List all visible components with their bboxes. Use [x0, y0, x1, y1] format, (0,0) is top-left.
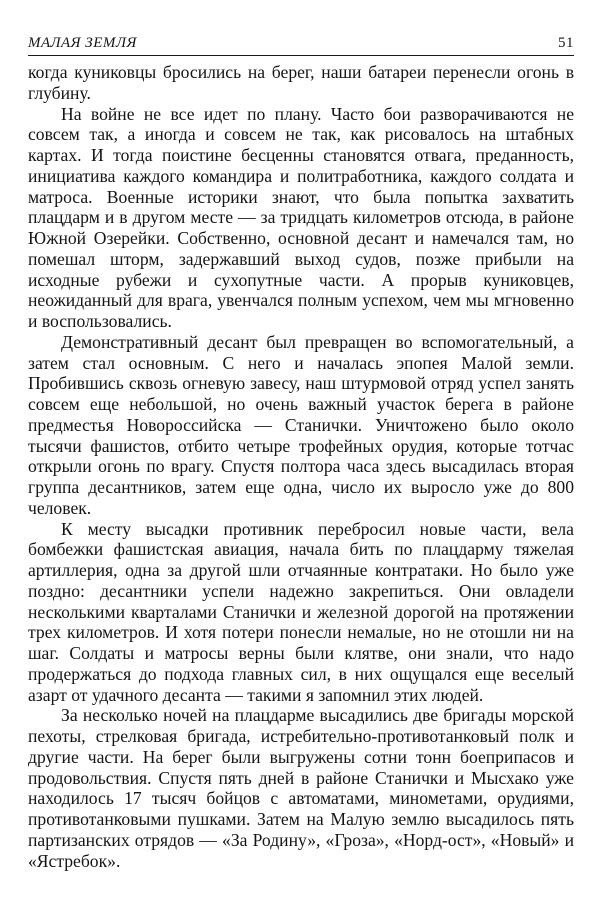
- paragraph-2: На войне не все идет по плану. Часто бои разворачиваются не совсем так, а иногда и совсем не так, как рисовалось на штабных картах. И тогда поистине бесценны становятся отвага, преданность, инициатива каждого командира и политработника, каждого солдата и матроса. Военные историки знают, что была попытка захватить плацдарм и в другом месте — за тридцать километров отсюда, в районе Южной Озерейки. Собственно, основной десант и намечался там, но помешал шторм, задержавший выход судов, позже прибыли на исходные рубежи и сухопутные части. А прорыв куниковцев, неожиданный для врага, увенчался полным успехом, чем мы мгновенно и воспользовались.: [28, 103, 574, 331]
- running-title: МАЛАЯ ЗЕМЛЯ: [28, 35, 137, 51]
- body-text: [28, 62, 574, 871]
- paragraph-3: Демонстративный десант был превращен во вспомогательный, а затем стал основным. С него и началась эпопея Малой земли. Пробившись сквозь огневую завесу, наш штурмовой отряд успел занять совсем еще небольшой, но очень важный участок берега в районе предместья Новороссийска — Станички. Уничтожено было около тысячи фашистов, отбито четыре трофейных орудия, которые тотчас открыли огонь по врагу. Спустя полтора часа здесь высадилась вторая группа десантников, затем еще одна, число их выросло уже до 800 человек.: [28, 331, 574, 518]
- page-number: 51: [558, 35, 574, 51]
- book-page: [28, 30, 574, 871]
- running-head: [28, 30, 574, 52]
- paragraph-1: когда куниковцы бросились на берег, наши батареи перенесли огонь в глубину.: [28, 62, 574, 103]
- header-rule: [28, 55, 574, 56]
- paragraph-4: К месту высадки противник перебросил новые части, вела бомбежки фашистская авиация, начала бить по плацдарму тяжелая артиллерия, одна за другой шли отчаянные контратаки. Но было уже поздно: десантники успели надежно закрепиться. Они овладели несколькими кварталами Станички и железной дорогой на протяжении трех километров. И хотя потери понесли немалые, но не отошли ни на шаг. Солдаты и матросы верны были клятве, они знали, что надо продержаться до подхода главных сил, в них ощущался еще веселый азарт от удачного десанта — такими я запомнил этих людей.: [28, 518, 574, 705]
- paragraph-5: За несколько ночей на плацдарме высадились две бригады морской пехоты, стрелковая бригада, истребительно-противотанковый полк и другие части. На берег были выгружены сотни тонн боеприпасов и продовольствия. Спустя пять дней в районе Станички и Мысхако уже находилось 17 тысяч бойцов с автоматами, минометами, орудиями, противотанковыми пушками. Затем на Малую землю высадилось пять партизанских отрядов — «За Родину», «Гроза», «Норд-ост», «Новый» и «Ястребок».: [28, 705, 574, 871]
